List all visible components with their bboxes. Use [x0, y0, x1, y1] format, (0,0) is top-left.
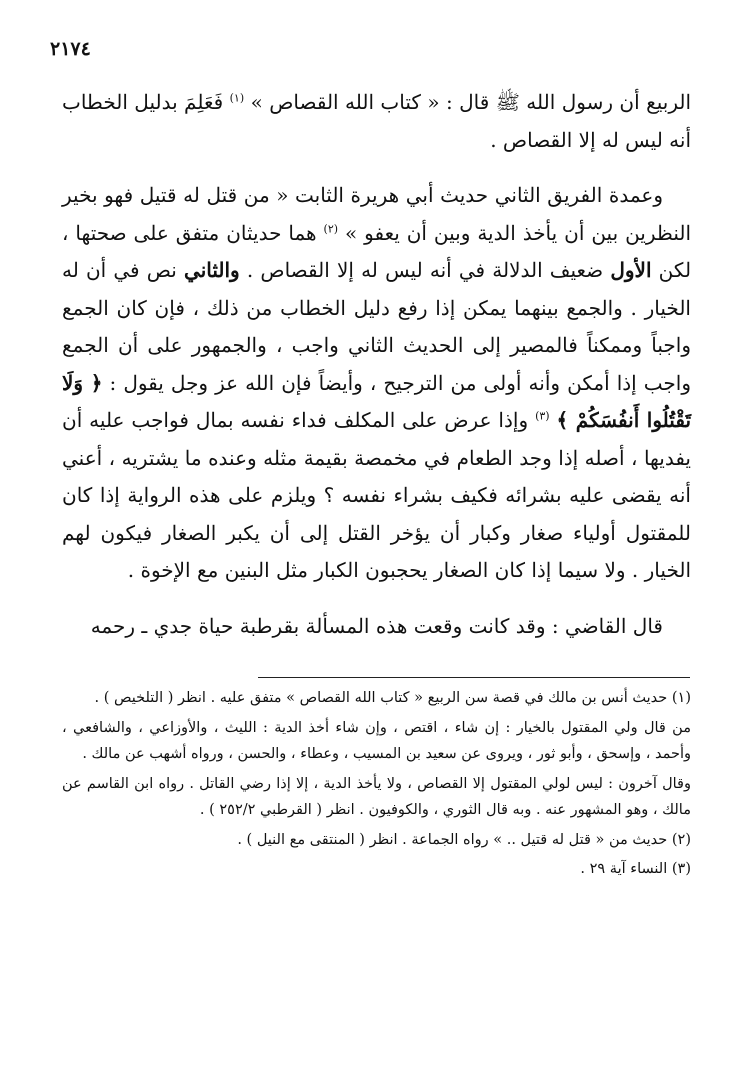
footnote-ref-2[interactable]: (٢) [323, 221, 339, 235]
footnote-3: (٣) النساء آية ٢٩ . [580, 861, 691, 877]
footnote-1: (١) حديث أنس بن مالك في قصة سن الربيع « كتاب الله القصاص » متفق عليه . انظر ( التلخيص ) . [94, 690, 691, 706]
footnote-ref-3[interactable]: (٣) [535, 409, 550, 423]
quran-verse: ﴿ وَلَا تَقْتُلُوا أَنفُسَكُمْ ﴾ [62, 370, 692, 432]
bold-term-first: الأول [610, 258, 652, 282]
footnote-1-note-b: من قال ولي المقتول بالخيار : إن شاء ، اقتص ، وإن شاء أخذ الدية : الليث ، والأوزاعي ، والشافعي ، وأحمد ، وإسحق ، وأبو ثور ، ويروى عن سعيد بن المسيب ، وعطاء ، والحسن ، ورواه أشهب عن مالك . [62, 719, 691, 762]
paragraph-3: قال القاضي : وقد كانت وقعت هذه المسألة بقرطبة حياة جدي ـ رحمه [90, 613, 663, 638]
bold-term-second: والثاني [184, 258, 240, 282]
footnote-1-note-c: وقال آخرون : ليس لولي المقتول إلا القصاص ، ولا يأخذ الدية ، إلا إذا رضي القاتل . رواه ابن القاسم عن مالك ، وهو المشهور عنه . وبه قال الثوري ، والكوفيون . انظر ( القرطبي ٢٥٢/٢ ) . [62, 775, 691, 818]
paragraph-1: الربيع أن رسول الله ﷺ قال : « كتاب الله القصاص » $^{(١)}$ فَعَلِمَ بدليل الخطاب أنه ليس له إلا القصاص . [62, 90, 691, 152]
main-text [62, 84, 691, 645]
paragraph-2: وعمدة الفريق الثاني حديث أبي هريرة الثابت « من قتل له قتيل فهو بخير النظرين بين أن يأخذ الدية وبين أن يعفو » $^{(٢)}$ هما حديثان متفق على صحتها ، لكن الأول ضعيف الدلالة في أنه ليس له إلا القصاص . والثاني نص في أن له الخيار . والجمع بينهما يمكن إذا رفع دليل الخطاب من ذلك ، فإن كان الجمع واجباً وممكناً فالمصير إلى الحديث الثاني واجب ، والجمهور على أن الجمع واجب إذا أمكن وأنه أولى من الترجيح ، وأيضاً فإن الله عز وجل يقول : ﴿ وَلَا تَقْتُلُوا أَنفُسَكُمْ ﴾ $^{(٣)}$ وإذا عرض على المكلف فداء نفسه بمال فواجب عليه أن يفديها ، أصله إذا وجد الطعام في مخمصة بقيمة مثله وعنده ما يشتريه ، أعني أنه يقضى عليه بشرائه فكيف بشراء نفسه ؟ ويلزم على هذه الرواية إذا كان للمقتول أولياء صغار وكبار أن يؤخر القتل إلى أن يكبر الصغار فيكون لهم الخيار . ولا سيما إذا كان الصغار يحجبون الكبار مثل البنين مع الإخوة . [62, 183, 692, 582]
page-number: ٢١٧٤ [50, 38, 91, 60]
footnote-ref-1[interactable]: (١) [229, 91, 245, 105]
footnote-2: (٢) حديث من « قتل له قتيل .. » رواه الجماعة . انظر ( المنتقى مع النيل ) . [237, 831, 691, 848]
footnotes [62, 685, 691, 886]
footnote-divider [258, 677, 690, 678]
